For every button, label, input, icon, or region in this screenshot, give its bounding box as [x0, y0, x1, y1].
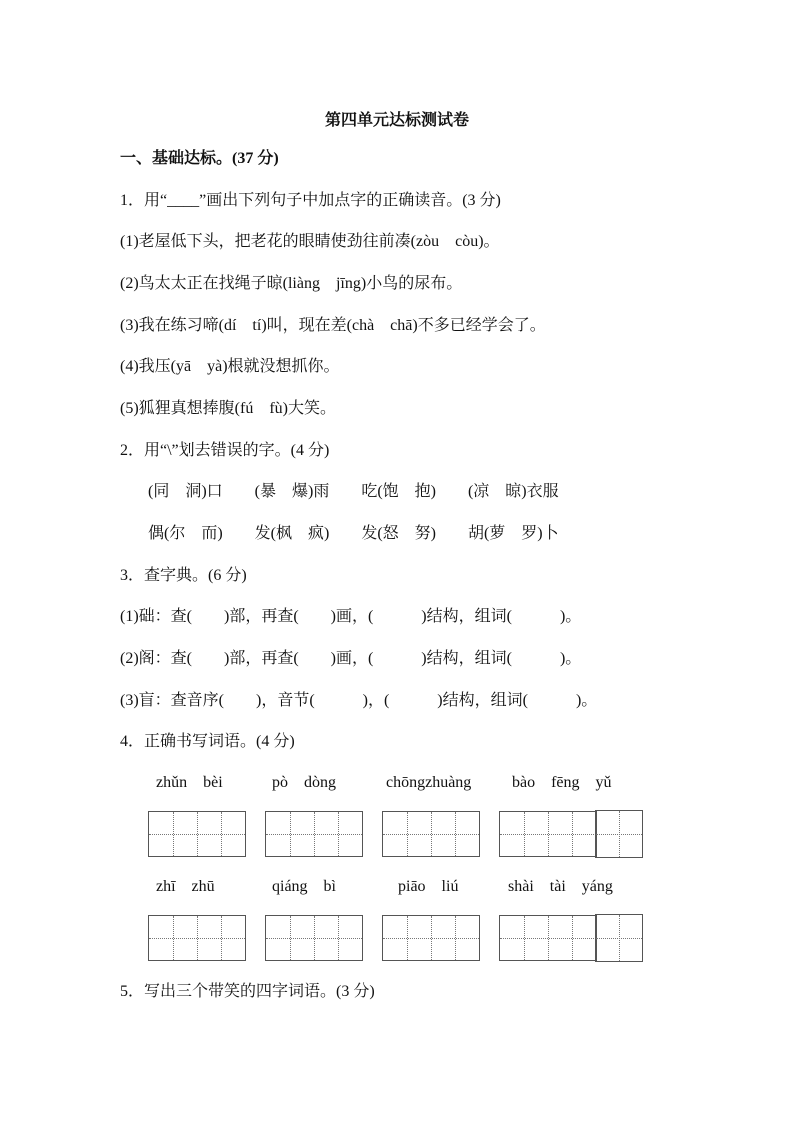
writing-grid[interactable]: [148, 811, 246, 857]
writing-grid[interactable]: [382, 811, 480, 857]
writing-grid[interactable]: [499, 915, 597, 961]
pinyin-label: chōngzhuàng: [386, 774, 472, 791]
question-1-item: (1)老屋低下头，把老花的眼睛使劲往前凑(zòu còu)。: [120, 233, 500, 250]
question-1-item: (4)我压(yā yà)根就没想抓你。: [120, 358, 340, 375]
question-3-item: (1)础：查( )部，再查( )画，( )结构，组词( )。: [120, 608, 582, 625]
question-1-heading: 1．用“____”画出下列句子中加点字的正确读音。(3 分): [120, 192, 501, 209]
question-3-item: (2)阁：查( )部，再查( )画，( )结构，组词( )。: [120, 650, 582, 667]
pinyin-label: pò dòng: [272, 774, 337, 791]
writing-grid-extra-cell[interactable]: [595, 914, 643, 962]
writing-grid[interactable]: [265, 915, 363, 961]
question-3-item: (3)盲：查音序( )，音节( )，( )结构，组词( )。: [120, 692, 598, 709]
question-2-row: 偶(尔 而) 发(枫 疯) 发(怒 努) 胡(萝 罗)卜: [148, 525, 559, 542]
writing-grid[interactable]: [499, 811, 597, 857]
page-title: 第四单元达标测试卷: [324, 112, 469, 129]
question-1-item: (3)我在练习啼(dí tí)叫，现在差(chà chā)不多已经学会了。: [120, 317, 546, 334]
pinyin-label: shài tài yáng: [508, 878, 613, 895]
question-1-item: (5)狐狸真想捧腹(fú fù)大笑。: [120, 400, 336, 417]
writing-grid-extra-cell[interactable]: [595, 810, 643, 858]
question-1-item: (2)鸟太太正在找绳子晾(liàng jīng)小鸟的尿布。: [120, 275, 463, 292]
writing-grid[interactable]: [148, 915, 246, 961]
question-2-heading: 2．用“\”划去错误的字。(4 分): [120, 442, 330, 459]
pinyin-label: zhī zhū: [156, 878, 215, 895]
pinyin-label: bào fēng yǔ: [512, 774, 612, 791]
writing-grid[interactable]: [265, 811, 363, 857]
section-heading: 一、基础达标。(37 分): [120, 150, 279, 167]
pinyin-label: qiáng bì: [272, 878, 336, 895]
question-4-heading: 4．正确书写词语。(4 分): [120, 733, 295, 750]
writing-grid[interactable]: [382, 915, 480, 961]
pinyin-label: piāo liú: [398, 878, 459, 895]
question-2-row: (同 洞)口 (暴 爆)雨 吃(饱 抱) (凉 晾)衣服: [148, 483, 559, 500]
pinyin-label: zhǔn bèi: [156, 774, 223, 791]
question-3-heading: 3．查字典。(6 分): [120, 567, 247, 584]
question-5-heading: 5．写出三个带笑的四字词语。(3 分): [120, 983, 375, 1000]
